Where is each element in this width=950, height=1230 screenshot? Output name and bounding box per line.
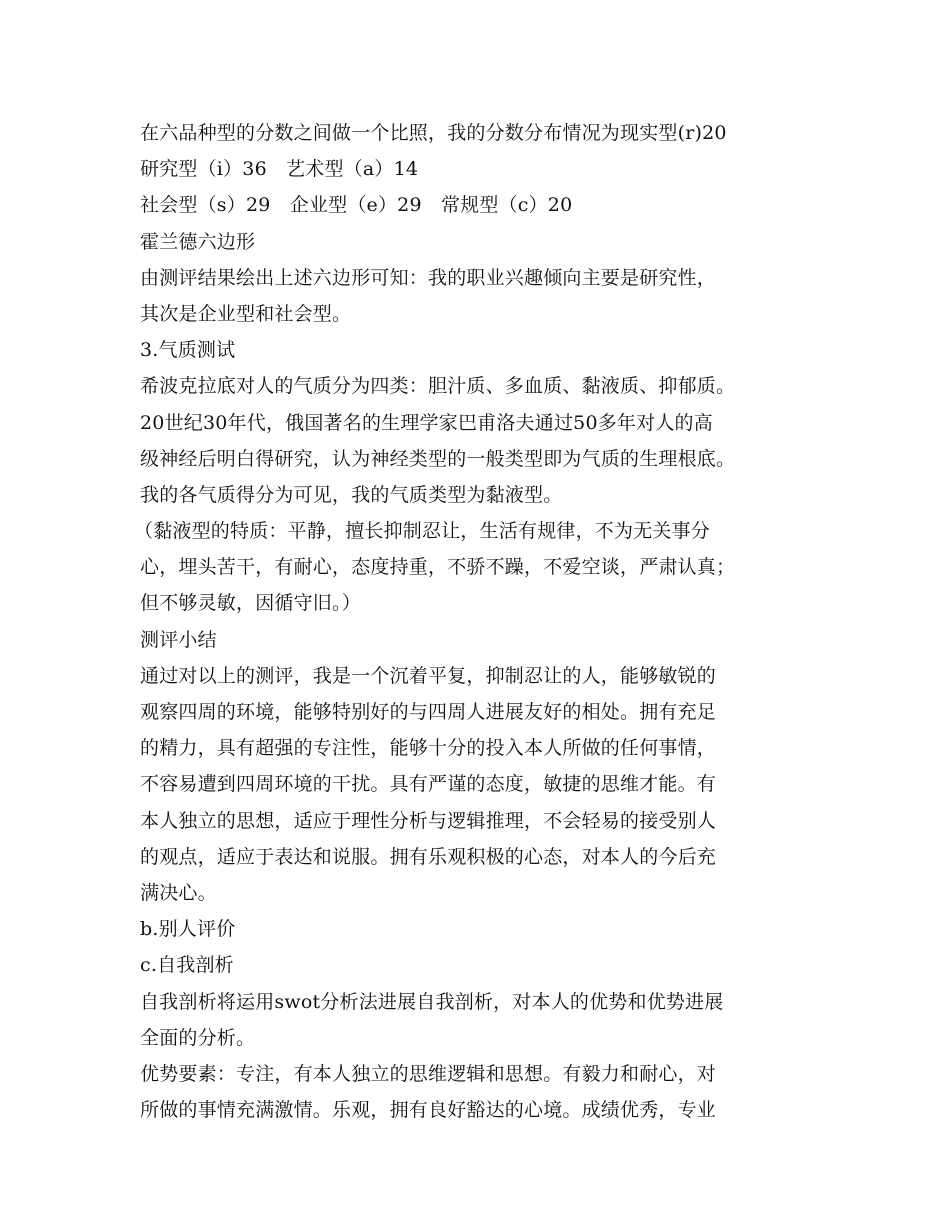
text-line-summary-1: 通过对以上的测评，我是一个沉着平复，抑制忍让的人，能够敏锐的 <box>140 664 717 687</box>
text-line-pavlov-cont: 级神经后明白得研究，认为神经类型的一般类型即为气质的生理根底。 <box>140 447 736 470</box>
text-line-summary-3: 的精力，具有超强的专注性，能够十分的投入本人所做的任何事情， <box>140 737 717 760</box>
text-line-phlegmatic-traits-cont: 心，埋头苦干，有耐心，态度持重，不骄不躁，不爱空谈，严肃认真； <box>140 556 736 579</box>
section-heading-others-evaluation: b.别人评价 <box>140 918 236 941</box>
text-line-phlegmatic-traits-end: 但不够灵敏，因循守旧。） <box>140 592 361 615</box>
text-line-summary-5: 本人独立的思想，适应于理性分析与逻辑推理，不会轻易的接受别人 <box>140 809 717 832</box>
text-line-hexagon-conclusion-cont: 其次是企业型和社会型。 <box>140 302 352 325</box>
section-heading-self-analysis: c.自我剖析 <box>140 954 234 977</box>
text-line-summary-7: 满决心。 <box>140 881 217 904</box>
text-line-temperament-types: 希波克拉底对人的气质分为四类：胆汁质、多血质、黏液质、抑郁质。 <box>140 375 736 398</box>
text-line-score-research-art: 研究型（i）36 艺术型（a）14 <box>140 158 419 181</box>
text-line-strengths-2: 所做的事情充满激情。乐观，拥有良好豁达的心境。成绩优秀，专业 <box>140 1099 717 1122</box>
text-line-score-comparison: 在六品种型的分数之间做一个比照，我的分数分布情况为现实型(r)20 <box>140 122 727 144</box>
text-line-swot-intro: 自我剖析将运用swot分析法进展自我剖析，对本人的优势和优势进展 <box>140 990 724 1013</box>
text-line-phlegmatic-traits: （黏液型的特质：平静，擅长抑制忍让，生活有规律，不为无关事分 <box>134 520 711 543</box>
text-line-summary-6: 的观点，适应于表达和说服。拥有乐观积极的心态，对本人的今后充 <box>140 845 717 868</box>
text-line-hexagon-conclusion: 由测评结果绘出上述六边形可知：我的职业兴趣倾向主要是研究性， <box>140 266 717 289</box>
text-line-score-social-enterprise-conventional: 社会型（s）29 企业型（e）29 常规型（c）20 <box>140 194 573 217</box>
section-heading-assessment-summary: 测评小结 <box>140 628 217 651</box>
text-line-my-temperament: 我的各气质得分为可见，我的气质类型为黏液型。 <box>140 483 563 506</box>
text-line-strengths-1: 优势要素：专注，有本人独立的思维逻辑和思想。有毅力和耐心，对 <box>140 1062 717 1085</box>
text-line-pavlov: 20世纪30年代，俄国著名的生理学家巴甫洛夫通过50多年对人的高 <box>140 411 713 434</box>
section-heading-temperament-test: 3.气质测试 <box>140 339 236 362</box>
text-line-summary-2: 观察四周的环境，能够特别好的与四周人进展友好的相处。拥有充足 <box>140 701 717 723</box>
text-line-swot-intro-cont: 全面的分析。 <box>140 1026 256 1049</box>
text-line-holland-hexagon: 霍兰德六边形 <box>140 230 256 253</box>
text-line-summary-4: 不容易遭到四周环境的干扰。具有严谨的态度，敏捷的思维才能。有 <box>140 773 717 796</box>
